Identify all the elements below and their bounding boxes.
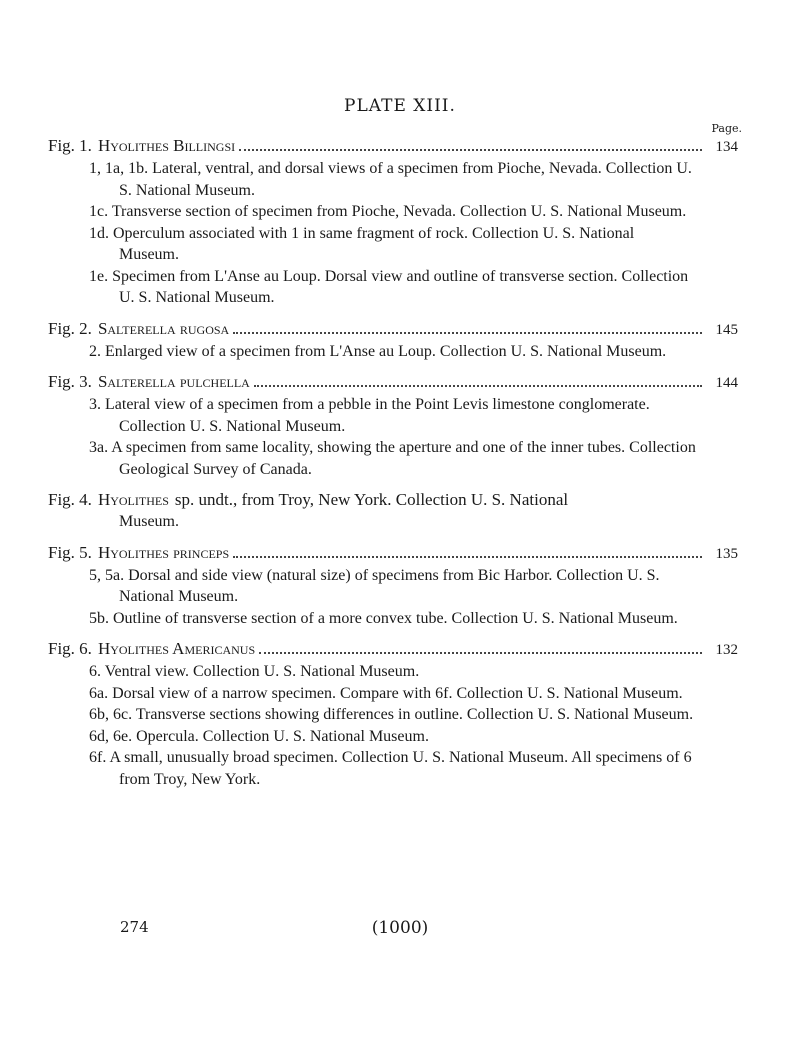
item-id: 5b. xyxy=(89,609,109,627)
figure-number: Fig. 1. xyxy=(48,136,92,155)
item-id: 5, 5a. xyxy=(89,566,125,584)
plate-title: PLATE XIII. xyxy=(344,96,456,116)
page-reference: 132 xyxy=(715,642,738,658)
figure-item xyxy=(48,704,698,726)
item-text: A small, unusually broad specimen. Collection U. S. National Museum. All specimens of 6 from Troy, New York. xyxy=(109,749,692,788)
species-name: Hyolithes xyxy=(97,490,169,509)
item-text: Lateral, ventral, and dorsal views of a specimen from Pioche, Nevada. Collection U. S. National Museum. xyxy=(119,160,692,199)
item-text: Lateral view of a specimen from a pebble in the Point Levis limestone conglomerate. Collection U. S. National Museum. xyxy=(105,396,650,435)
figure-item xyxy=(48,223,698,266)
plate-explanation xyxy=(48,135,738,799)
figure-item xyxy=(48,266,698,309)
dot-leader xyxy=(254,384,702,387)
figure-item xyxy=(48,394,698,437)
species-name: Salterella rugosa xyxy=(97,318,230,338)
dot-leader xyxy=(259,651,702,654)
figure-entry xyxy=(48,489,738,533)
species-name: Hyolithes Billingsi xyxy=(97,136,236,155)
figure-number: Fig. 4. xyxy=(48,490,92,509)
item-text: Outline of transverse section of a more convex tube. Collection U. S. National Museum. xyxy=(113,609,678,627)
dot-leader xyxy=(233,331,702,334)
item-id: 6b, 6c. xyxy=(89,706,133,723)
item-id: 1e. xyxy=(89,267,109,285)
figure-description: sp. undt., from Troy, New York. Collection U. S. National xyxy=(174,490,569,509)
figure-item xyxy=(48,158,698,201)
figure-description-continued: Museum. xyxy=(119,513,179,530)
item-text: Transverse section of specimen from Pioche, Nevada. Collection U. S. National Museum. xyxy=(111,203,687,220)
page-number: 274 xyxy=(120,918,149,936)
figure-item xyxy=(48,608,698,630)
page-reference: 145 xyxy=(715,321,738,338)
figure-item xyxy=(48,726,698,748)
figure-number: Fig. 6. xyxy=(48,639,92,658)
figure-entry xyxy=(48,135,738,309)
figure-item xyxy=(48,565,698,608)
page-reference: 135 xyxy=(715,545,738,562)
page-reference: 144 xyxy=(715,375,738,391)
species-name: Hyolithes Americanus xyxy=(97,639,256,658)
item-id: 1, 1a, 1b. xyxy=(89,160,149,177)
figure-item xyxy=(48,683,698,705)
figure-item xyxy=(48,341,698,363)
item-text: Opercula. Collection U. S. National Museum. xyxy=(136,727,429,745)
figure-number: Fig. 5. xyxy=(48,542,92,562)
figure-number: Fig. 2. xyxy=(48,318,92,338)
item-text: Specimen from L'Anse au Loup. Dorsal view and outline of transverse section. Collection U. S. National Museum. xyxy=(112,267,689,306)
item-text: Operculum associated with 1 in same fragment of rock. Collection U. S. National Museum. xyxy=(113,224,635,263)
figure-item xyxy=(48,661,698,683)
figure-item xyxy=(48,747,698,790)
figure-number: Fig. 3. xyxy=(48,372,92,391)
figure-entry xyxy=(48,638,738,790)
sequence-number: (1000) xyxy=(371,918,429,938)
item-text: Dorsal view of a narrow specimen. Compare with 6f. Collection U. S. National Museum. xyxy=(112,684,683,702)
page-reference: 134 xyxy=(715,139,738,155)
dot-leader xyxy=(239,148,702,151)
item-text: Enlarged view of a specimen from L'Anse au Loup. Collection U. S. National Museum. xyxy=(105,342,667,360)
item-id: 6d, 6e. xyxy=(89,727,133,745)
item-text: A specimen from same locality, showing the aperture and one of the inner tubes. Collection Geological Survey of Canada. xyxy=(111,439,696,478)
page-column-header: Page. xyxy=(711,122,742,135)
figure-item xyxy=(48,437,698,480)
item-id: 3a. xyxy=(89,439,109,456)
item-id: 6a. xyxy=(89,684,109,702)
item-id: 1c. xyxy=(89,203,109,220)
figure-item xyxy=(48,201,698,223)
species-name: Hyolithes princeps xyxy=(97,542,230,562)
item-text: Dorsal and side view (natural size) of specimens from Bic Harbor. Collection U. S. National Museum. xyxy=(119,566,660,605)
item-id: 2. xyxy=(89,342,101,360)
item-id: 1d. xyxy=(89,224,109,242)
item-id: 6f. xyxy=(89,749,107,766)
figure-entry xyxy=(48,542,738,630)
species-name: Salterella pulchella xyxy=(97,372,250,391)
dot-leader xyxy=(233,555,702,558)
figure-entry xyxy=(48,318,738,363)
figure-entry xyxy=(48,371,738,480)
item-id: 6. xyxy=(89,663,101,680)
item-id: 3. xyxy=(89,396,101,413)
item-text: Transverse sections showing differences in outline. Collection U. S. National Museum. xyxy=(135,706,694,723)
item-text: Ventral view. Collection U. S. National Museum. xyxy=(104,663,420,680)
